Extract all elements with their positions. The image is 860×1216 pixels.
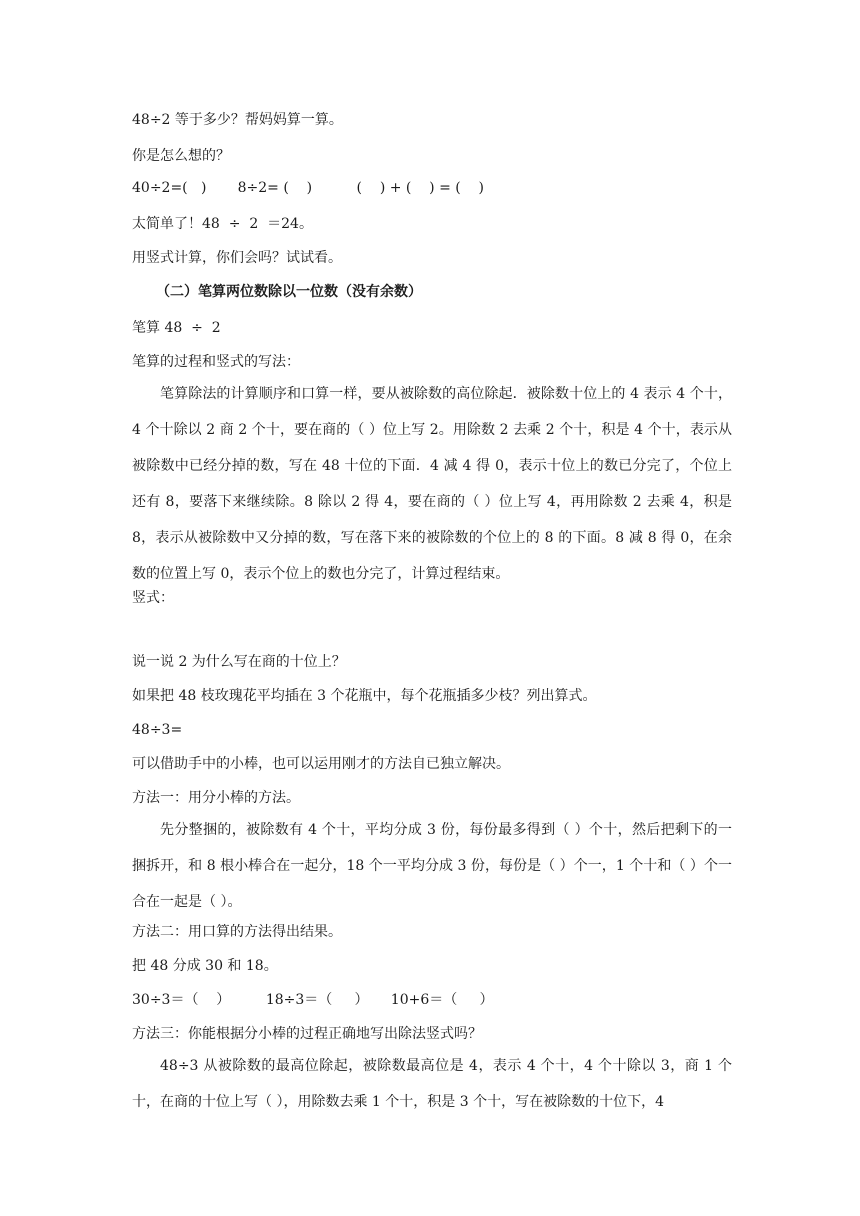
- text-line: 你是怎么想的？: [132, 148, 230, 164]
- text-line: 可以借助手中的小棒，也可以运用刚才的方法自已独立解决。: [132, 756, 510, 772]
- text-line: 笔算的过程和竖式的写法：: [132, 354, 300, 370]
- paragraph-method-three: 48÷3 从被除数的最高位除起，被除数最高位是 4，表示 4 个十，4 个十除以 3，商 1 个十，在商的十位上写（ ），用除数去乘 1 个十，积是 3 个十，写在被除数的十位下，4: [132, 1058, 732, 1110]
- text-line: 把 48 分成 30 和 18。: [132, 958, 278, 974]
- text-line: 48÷3=: [132, 722, 183, 738]
- text-line: 方法三：你能根据分小棒的过程正确地写出除法竖式吗？: [132, 1026, 482, 1042]
- section-heading: （二）笔算两位数除以一位数（没有余数）: [156, 284, 422, 300]
- text-line: 笔算 48 ÷ 2: [132, 320, 221, 336]
- paragraph-process: 笔算除法的计算顺序和口算一样，要从被除数的高位除起．被除数十位上的 4 表示 4 个十，4 个十除以 2 商 2 个十，要在商的（ ）位上写 2。用除数 2 去乘 2 个十，积是 4 个十，表示从被除数中已经分掉的数，写在 48 十位的下面．4 减 4 得 0，表示十位上的数已分完了，个位上还有 8，要落下来继续除。8 除以 2 得 4，要在商的（ ）位上写 4，再用除数 2 去乘 4，积是 8，表示从被除数中又分掉的数，写在落下来的被除数的个位上的 8 的下面。8 减 8 得 0，在余数的位置上写 0，表示个位上的数也分完了，计算过程结束。: [132, 386, 732, 582]
- text-line: 如果把 48 枝玫瑰花平均插在 3 个花瓶中，每个花瓶插多少枝？列出算式。: [132, 688, 597, 704]
- text-line: 48÷2 等于多少？帮妈妈算一算。: [132, 112, 343, 128]
- text-line: 说一说 2 为什么写在商的十位上？: [132, 654, 346, 670]
- text-line: 用竖式计算，你们会吗？试试看。: [132, 250, 342, 266]
- text-line: 方法二：用口算的方法得出结果。: [132, 924, 342, 940]
- equation-line: 30÷3＝（ ） 18÷3＝（ ） 10+6＝（ ）: [132, 992, 494, 1008]
- text-line: 方法一：用分小棒的方法。: [132, 790, 300, 806]
- paragraph-method-one: 先分整捆的，被除数有 4 个十，平均分成 3 份，每份最多得到（ ）个十，然后把剩下的一捆拆开，和 8 根小棒合在一起分，18 个一平均分成 3 份，每份是（ ）个一，1 个十和（ ）个一合在一起是（ ）。: [132, 822, 732, 910]
- text-line: 太简单了！48 ÷ 2 ＝24。: [132, 216, 313, 232]
- text-line: 竖式：: [132, 590, 174, 606]
- equation-line: 40÷2=( ) 8÷2= ( ) ( ) + ( ) = ( ): [132, 180, 484, 196]
